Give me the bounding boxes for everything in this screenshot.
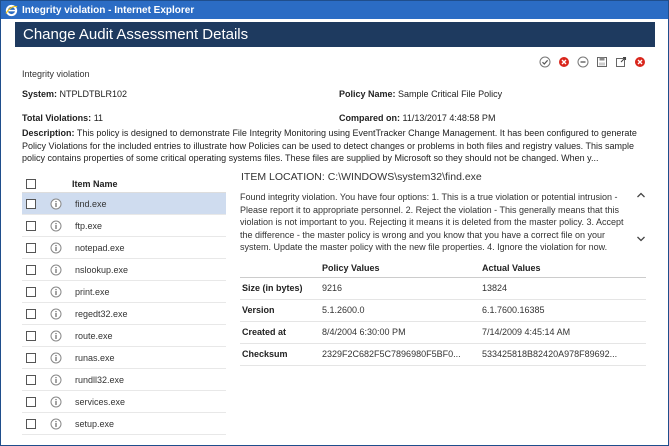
list-item[interactable] <box>22 193 226 215</box>
item-name: route.exe <box>75 330 113 341</box>
dialog-content <box>15 47 655 441</box>
table-row <box>240 299 646 321</box>
reject-button[interactable] <box>557 55 571 69</box>
minus-circle-icon <box>577 56 589 68</box>
item-checkbox[interactable] <box>26 287 36 297</box>
item-list <box>22 175 226 441</box>
approve-button[interactable] <box>538 55 552 69</box>
system-value: NTPLDTBLR102 <box>59 89 128 99</box>
item-name: ftp.exe <box>75 220 103 231</box>
violations-value: 11 <box>93 113 104 123</box>
item-name: nslookup.exe <box>75 264 129 275</box>
save-icon <box>596 56 608 68</box>
actual-value-cell: 6.1.7600.16385 <box>480 299 646 321</box>
close-red-icon <box>558 56 570 68</box>
select-all-checkbox[interactable] <box>26 179 36 189</box>
scroll-down-icon[interactable] <box>636 235 646 243</box>
item-checkbox[interactable] <box>26 375 36 385</box>
info-icon[interactable] <box>50 374 62 386</box>
detail-text-box[interactable] <box>240 191 632 253</box>
item-name: setup.exe <box>75 418 115 429</box>
policy-value-cell: 2329F2C682F5C7896980F5BF0... <box>320 343 480 365</box>
info-icon[interactable] <box>50 220 62 232</box>
info-icon[interactable] <box>50 330 62 342</box>
item-checkbox[interactable] <box>26 353 36 363</box>
item-checkbox[interactable] <box>26 221 36 231</box>
ignore-button[interactable] <box>576 55 590 69</box>
table-row <box>240 343 646 365</box>
item-checkbox[interactable] <box>26 331 36 341</box>
item-list-rows <box>22 193 226 435</box>
list-item[interactable] <box>22 369 226 391</box>
list-item[interactable] <box>22 347 226 369</box>
actual-value-cell: 533425818B82420A978F89692... <box>480 343 646 365</box>
table-header-blank <box>240 259 320 277</box>
list-item[interactable] <box>22 237 226 259</box>
info-icon[interactable] <box>50 286 62 298</box>
policy-description <box>22 127 650 165</box>
table-row <box>240 277 646 299</box>
save-button[interactable] <box>595 55 609 69</box>
item-checkbox[interactable] <box>26 309 36 319</box>
check-circle-icon <box>539 56 551 68</box>
item-list-header <box>22 175 226 193</box>
property-label: Checksum <box>240 343 320 365</box>
policy-value: Sample Critical File Policy <box>398 89 503 99</box>
scroll-up-icon[interactable] <box>636 191 646 199</box>
item-name: regedt32.exe <box>75 308 128 319</box>
item-name: rundll32.exe <box>75 374 125 385</box>
comparison-table <box>240 259 646 366</box>
violations-field <box>22 113 103 123</box>
property-label: Size (in bytes) <box>240 277 320 299</box>
policy-field <box>339 89 502 99</box>
close-button[interactable] <box>633 55 647 69</box>
export-icon <box>615 56 627 68</box>
system-field <box>22 89 127 99</box>
browser-titlebar[interactable] <box>1 1 668 19</box>
policy-label: Policy Name: <box>339 89 396 99</box>
list-item[interactable] <box>22 391 226 413</box>
info-icon[interactable] <box>50 418 62 430</box>
item-name-column-header[interactable]: Item Name <box>72 178 118 189</box>
system-label: System: <box>22 89 58 99</box>
item-checkbox[interactable] <box>26 397 36 407</box>
list-item[interactable] <box>22 303 226 325</box>
actual-values-header: Actual Values <box>480 259 646 277</box>
violation-subtitle: Integrity violation <box>22 69 90 79</box>
item-detail-panel <box>234 169 652 441</box>
property-label: Created at <box>240 321 320 343</box>
close-circle-icon <box>634 56 646 68</box>
comparison-header-row <box>240 259 646 277</box>
list-item[interactable] <box>22 259 226 281</box>
compared-value: 11/13/2017 4:48:58 PM <box>402 113 496 123</box>
violations-label: Total Violations: <box>22 113 92 123</box>
info-icon[interactable] <box>50 242 62 254</box>
policy-value-cell: 9216 <box>320 277 480 299</box>
item-name: find.exe <box>75 198 107 209</box>
compared-field <box>339 113 495 123</box>
table-row <box>240 321 646 343</box>
compared-label: Compared on: <box>339 113 401 123</box>
item-name: services.exe <box>75 396 126 407</box>
detail-scroll <box>636 191 648 243</box>
actual-value-cell: 13824 <box>480 277 646 299</box>
description-label: Description: <box>22 128 75 138</box>
policy-value-cell: 5.1.2600.0 <box>320 299 480 321</box>
info-icon[interactable] <box>50 352 62 364</box>
export-button[interactable] <box>614 55 628 69</box>
window-title: Integrity violation - Internet Explorer <box>22 4 195 16</box>
item-name: print.exe <box>75 286 110 297</box>
list-item[interactable] <box>22 215 226 237</box>
item-name: notepad.exe <box>75 242 125 253</box>
policy-values-header: Policy Values <box>320 259 480 277</box>
property-label: Version <box>240 299 320 321</box>
list-item[interactable] <box>22 413 226 435</box>
item-location: ITEM LOCATION: C:\WINDOWS\system32\find.exe <box>241 171 482 183</box>
info-icon[interactable] <box>50 396 62 408</box>
dialog-title: Change Audit Assessment Details <box>23 26 249 43</box>
item-checkbox[interactable] <box>26 265 36 275</box>
info-icon[interactable] <box>50 264 62 276</box>
item-name: runas.exe <box>75 352 115 363</box>
action-toolbar <box>538 55 647 69</box>
description-text: This policy is designed to demonstrate File Integrity Monitoring using EventTracker Change Management. It has been configured to generate Policy Violations for the included entries to illustrate how Policies can be used to detect changes or problems in both files and registry values. This sample policy contains properties of some critical operating systems files. These files are supplied by Microsoft so they should not be changed. When y... <box>22 128 637 163</box>
list-item[interactable] <box>22 325 226 347</box>
policy-value-cell: 8/4/2004 6:30:00 PM <box>320 321 480 343</box>
item-checkbox[interactable] <box>26 243 36 253</box>
list-item[interactable] <box>22 281 226 303</box>
dialog-header <box>15 22 655 47</box>
info-icon[interactable] <box>50 198 62 210</box>
item-checkbox[interactable] <box>26 419 36 429</box>
actual-value-cell: 7/14/2009 4:45:14 AM <box>480 321 646 343</box>
internet-explorer-icon <box>5 4 18 17</box>
detail-text: Found integrity violation. You have four options: 1. This is a true violation or potential intrusion - Please report it to appropriate personnel. 2. Reject the violation - This generally means that this violation is not important to you. Rejecting it means it is deleted from the master policy. 3. Accept the difference - the master policy is wrong and you know that you have a correct file on your system. Update the master policy with the new file properties. 4. Ignore the violation for now. <box>240 192 624 252</box>
info-icon[interactable] <box>50 308 62 320</box>
item-checkbox[interactable] <box>26 199 36 209</box>
